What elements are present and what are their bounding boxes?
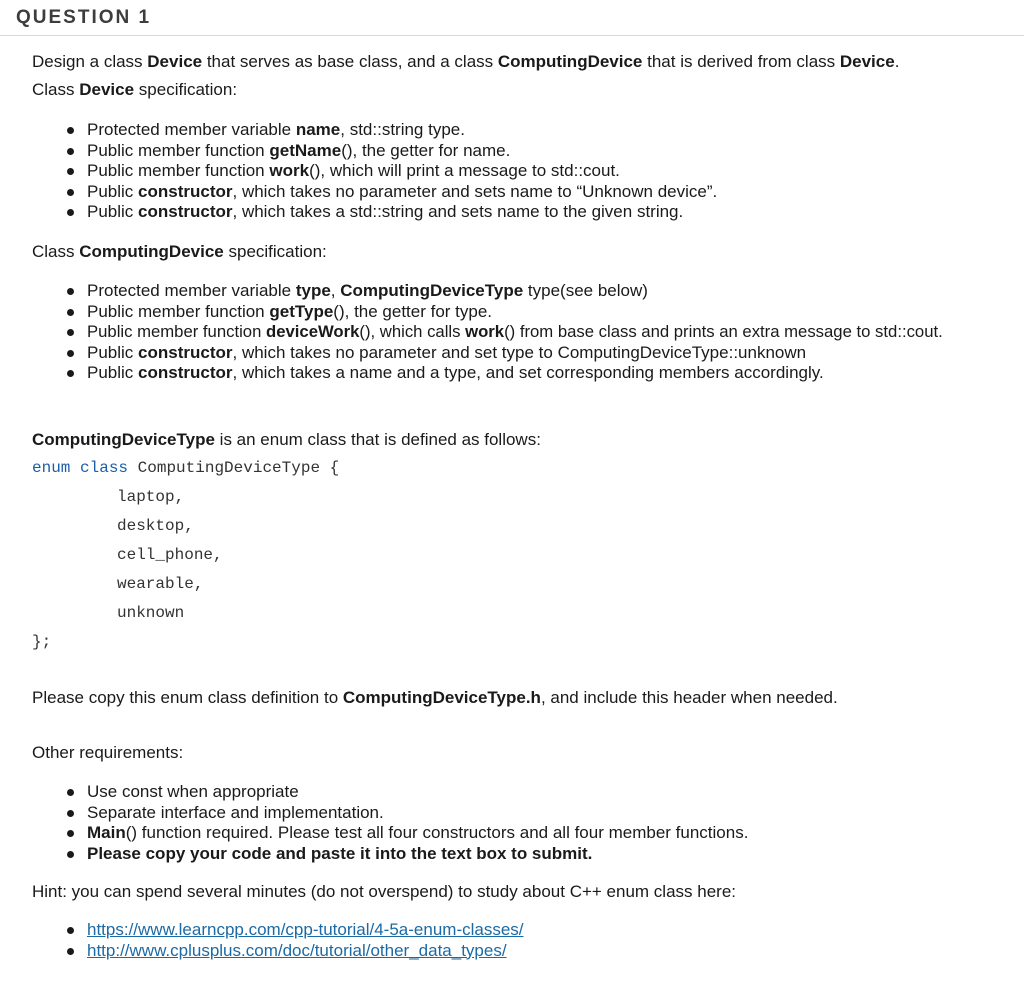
enum-intro: ComputingDeviceType is an enum class that is defined as follows: xyxy=(32,430,541,449)
cd-spec-label: Class ComputingDevice specification: xyxy=(32,242,327,261)
cplusplus-link[interactable]: http://www.cplusplus.com/doc/tutorial/other_data_types/ xyxy=(87,940,507,960)
list-item: Use const when appropriate xyxy=(87,782,1024,803)
list-item xyxy=(87,941,1024,962)
list-item: Protected member variable name, std::string type. xyxy=(87,120,1024,141)
other-requirements-list xyxy=(32,782,1024,864)
code-line: desktop, xyxy=(117,517,194,535)
list-item: Public constructor, which takes a std::string and sets name to the given string. xyxy=(87,202,1024,223)
list-item: Separate interface and implementation. xyxy=(87,803,1024,824)
code-line: unknown xyxy=(117,604,185,622)
list-item xyxy=(87,920,1024,941)
list-item: Public member function deviceWork(), which calls work() from base class and prints an extra message to std::cout. xyxy=(87,322,1024,343)
enum-code-block xyxy=(32,454,339,657)
list-item: Public constructor, which takes no parameter and set type to ComputingDeviceType::unknown xyxy=(87,343,1024,364)
learncpp-link[interactable]: https://www.learncpp.com/cpp-tutorial/4-5a-enum-classes/ xyxy=(87,920,524,939)
intro-paragraph: Design a class Device that serves as base class, and a class ComputingDevice that is derived from class Device. xyxy=(32,52,900,71)
list-item: Main() function required. Please test all four constructors and all four member functions. xyxy=(87,823,1024,844)
question-header xyxy=(0,0,1024,36)
other-requirements-label: Other requirements: xyxy=(32,743,184,762)
list-item: Please copy your code and paste it into the text box to submit. xyxy=(87,844,1024,865)
device-spec-list xyxy=(32,120,1024,223)
copy-note: Please copy this enum class definition to ComputingDeviceType.h, and include this header when needed. xyxy=(32,688,838,707)
list-item: Protected member variable type, ComputingDeviceType type(see below) xyxy=(87,281,1024,302)
code-line: cell_phone, xyxy=(117,546,223,564)
hint-text: Hint: you can spend several minutes (do not overspend) to study about C++ enum class here: xyxy=(32,882,737,901)
list-item: Public constructor, which takes a name and a type, and set corresponding members accordingly. xyxy=(87,363,1024,384)
list-item: Public constructor, which takes no parameter and sets name to “Unknown device”. xyxy=(87,182,1024,203)
cd-spec-list xyxy=(32,281,1024,384)
list-item: Public member function getName(), the getter for name. xyxy=(87,141,1024,162)
code-line: wearable, xyxy=(117,575,204,593)
code-line: }; xyxy=(32,633,52,651)
list-item: Public member function work(), which will print a message to std::cout. xyxy=(87,161,1024,182)
list-item: Public member function getType(), the getter for type. xyxy=(87,302,1024,323)
device-spec-label: Class Device specification: xyxy=(32,80,238,99)
hint-links xyxy=(32,920,1024,961)
code-line: laptop, xyxy=(117,488,185,506)
code-line: enum class ComputingDeviceType { xyxy=(32,459,340,477)
question-title: QUESTION 1 xyxy=(16,7,152,28)
